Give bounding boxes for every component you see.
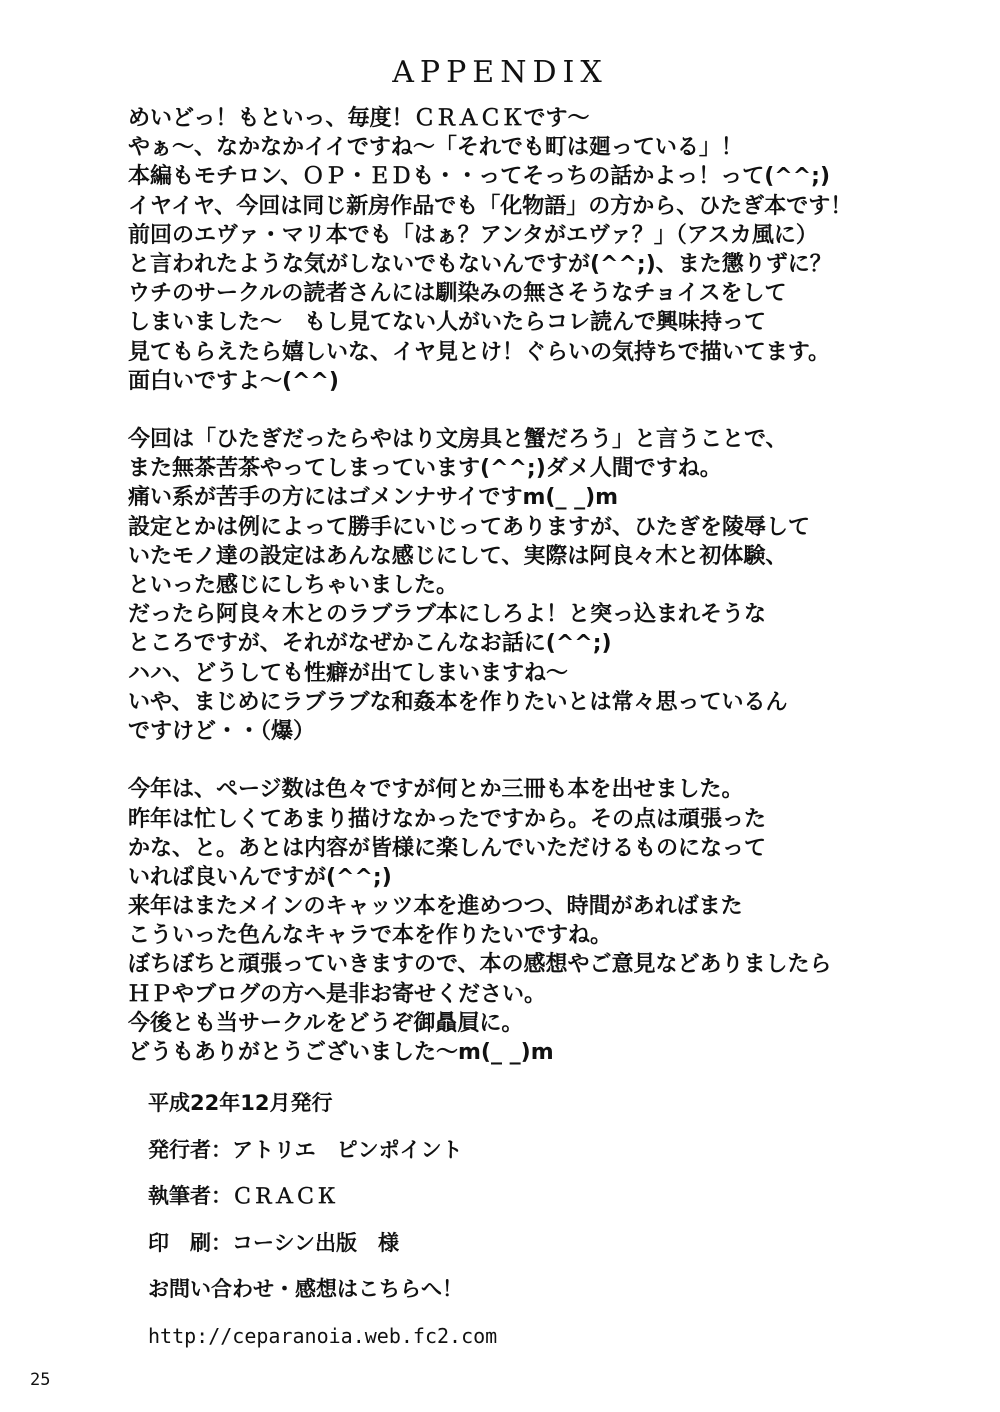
paragraph-spacer <box>128 396 948 425</box>
website-url: http://ceparanoia.web.fc2.com <box>148 1323 498 1348</box>
text-line: ですけど・・（爆） <box>128 718 316 744</box>
text-line: かな、と。あとは内容が皆様に楽しんでいただけるものになって <box>128 835 767 861</box>
contact-label: お問い合わせ・感想はこちらへ！ <box>148 1277 463 1302</box>
text-line: イヤイヤ、今回は同じ新房作品でも「化物語」の方から、ひたぎ本です！ <box>128 193 853 219</box>
page-title: APPENDIX <box>392 55 608 90</box>
text-line: 設定とかは例によって勝手にいじってありますが、ひたぎを陵辱して <box>128 514 811 540</box>
text-line: いれば良いんですが(^^;) <box>128 864 392 890</box>
text-line: だったら阿良々木とのラブラブ本にしろよ！と突っ込まれそうな <box>128 602 767 628</box>
text-line: めいどっ！もといっ、毎度！ＣＲＡＣＫです～ <box>128 106 590 131</box>
text-line: 今年は、ページ数は色々ですが何とか三冊も本を出せました。 <box>128 777 744 803</box>
text-line: こういった色んなキャラで本を作りたいですね。 <box>128 923 613 949</box>
text-line: また無茶苦茶やってしまっています(^^;)ダメ人間ですね。 <box>128 456 722 482</box>
text-line: 前回のエヴァ・マリ本でも「はぁ？アンタがエヴァ？」（アスカ風に） <box>128 222 818 248</box>
text-line: いたモノ達の設定はあんな感じにして、実際は阿良々木と初体験、 <box>128 543 788 569</box>
text-line: ウチのサークルの読者さんには馴染みの無さそうなチョイスをして <box>128 281 787 307</box>
text-line: と言われたような気がしないでもないんですが(^^;)、また懲りずに？ <box>128 251 832 277</box>
text-line: 面白いですよ～(^^) <box>128 368 339 394</box>
publication-date: 平成22年12月発行 <box>148 1091 333 1115</box>
text-line: 来年はまたメインのキャッツ本を進めつつ、時間があればまた <box>128 894 743 920</box>
text-line: 見てもらえたら嬉しいな、イヤ見とけ！ぐらいの気持ちで描いてます。 <box>128 339 831 365</box>
printer: 印 刷：コーシン出版 様 <box>148 1230 400 1255</box>
text-line: 今後とも当サークルをどうぞ御贔屓に。 <box>128 1010 524 1036</box>
text-line: いや、まじめにラブラブな和姦本を作りたいとは常々思っているん <box>128 689 788 715</box>
text-line: 本編もモチロン、ＯＰ・ＥＤも・・ってそっちの話かよっ！って(^^;) <box>128 164 831 190</box>
text-line: ハハ、どうしても性癖が出てしまいますね～ <box>128 660 569 686</box>
text-line: といった感じにしちゃいました。 <box>128 573 459 598</box>
page-number: 25 <box>30 1370 51 1390</box>
text-line: やぁ～、なかなかイイですね～「それでも町は廻っている」！ <box>128 135 743 161</box>
text-line: 痛い系が苦手の方にはゴメンナサイですm(_ _)m <box>128 485 619 511</box>
afterword-body <box>128 104 948 1067</box>
text-line: しまいました～ もし見てない人がいたらコレ読んで興味持って <box>128 310 767 336</box>
text-line: 今回は「ひたぎだったらやはり文房具と蟹だろう」と言うことで、 <box>128 427 788 453</box>
text-line: どうもありがとうございました～m(_ _)m <box>128 1040 554 1065</box>
colophon <box>148 1090 948 1370</box>
text-line: ぼちぼちと頑張っていきますので、本の感想やご意見などありましたら <box>128 952 832 978</box>
text-line: ＨＰやブログの方へ是非お寄せください。 <box>128 981 547 1007</box>
author: 執筆者：ＣＲＡＣＫ <box>148 1184 337 1209</box>
text-line: 昨年は忙しくてあまり描けなかったですから。その点は頑張った <box>128 806 767 832</box>
paragraph-spacer <box>128 746 948 775</box>
publisher: 発行者：アトリエ ピンポイント <box>148 1137 463 1162</box>
text-line: ところですが、それがなぜかこんなお話に(^^;) <box>128 631 612 657</box>
